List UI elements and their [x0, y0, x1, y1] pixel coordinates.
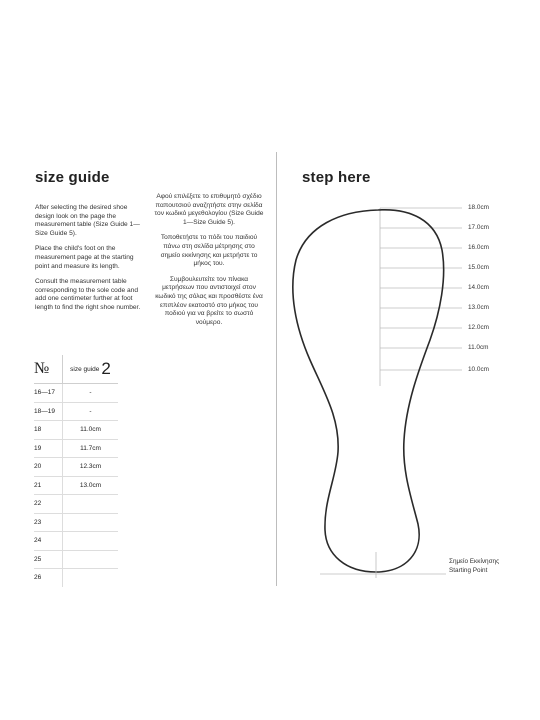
en-paragraph: Consult the measurement table corresponding to the sole code and add one centimeter further at foot length to find the right shoe number.	[35, 278, 141, 311]
step-here-title: step here	[302, 169, 371, 186]
row-size: 24	[34, 532, 63, 550]
en-paragraph: Place the child's foot on the measurement page at the starting point and measure its length.	[35, 245, 134, 270]
ruler-label: 18.0cm	[468, 204, 489, 211]
start-label-gr: Σημείο Εκκίνησης	[449, 558, 500, 565]
row-value: -	[89, 389, 92, 397]
row-size: 19	[34, 440, 63, 458]
ruler-label: 17.0cm	[468, 224, 489, 231]
row-size: 16—17	[34, 384, 63, 402]
row-size: 18	[34, 421, 63, 439]
ruler-label: 12.0cm	[468, 324, 489, 331]
row-size: 21	[34, 477, 63, 495]
row-size: 26	[34, 569, 63, 587]
ruler-label: 14.0cm	[468, 284, 489, 291]
row-value: 13.0cm	[79, 481, 102, 489]
gr-paragraph: Αφού επιλέξετε το επιθυμητό σχέδιο παπουτσιού αναζητήστε στην σελίδα τον κωδικό μεγεθολογίου (Size Guide 1—Size Guide 5).	[154, 193, 264, 226]
ruler-label: 13.0cm	[468, 304, 489, 311]
starting-point-label	[449, 558, 499, 575]
foot-outline	[293, 210, 444, 572]
gr-paragraph: Συμβουλευτείτε τον πίνακα μετρήσεων που αντιστοιχεί στον κωδικό της σόλας και προσθέστε ένα επιπλέον εκατοστό στο μήκος του ποδιού για να βρείτε το σωστό νούμερο.	[155, 275, 263, 326]
ruler-ticks	[380, 208, 462, 370]
size-guide-title: size guide	[35, 169, 110, 186]
row-size: 23	[34, 514, 63, 532]
row-value: 11.0cm	[80, 426, 101, 434]
ruler-label: 16.0cm	[468, 244, 489, 251]
header-guide-label: size guide	[70, 365, 100, 373]
ruler-label: 15.0cm	[468, 264, 489, 271]
header-number: №	[34, 355, 63, 383]
row-size: 25	[34, 551, 63, 569]
ruler-label: 10.0cm	[468, 366, 489, 373]
start-label-en: Starting Point	[449, 566, 488, 574]
row-size: 20	[34, 458, 63, 476]
gr-paragraph: Τοποθετήστε το πόδι του παιδιού πάνω στη σελίδα μέτρησης στο σημείο εκκίνησης και μετρήστε το μήκος του.	[160, 234, 258, 268]
row-value: -	[89, 407, 92, 415]
en-paragraph: After selecting the desired shoe design look on the page the measurement table (Size Guide 1—Size Guide 5).	[35, 204, 140, 237]
row-value: 11.7cm	[80, 444, 101, 452]
row-value: 12.3cm	[79, 463, 102, 471]
row-size: 22	[34, 495, 63, 513]
header-guide-number: 2	[101, 359, 111, 378]
row-size: 18—19	[34, 403, 63, 421]
ruler-label: 11.0cm	[468, 344, 489, 351]
